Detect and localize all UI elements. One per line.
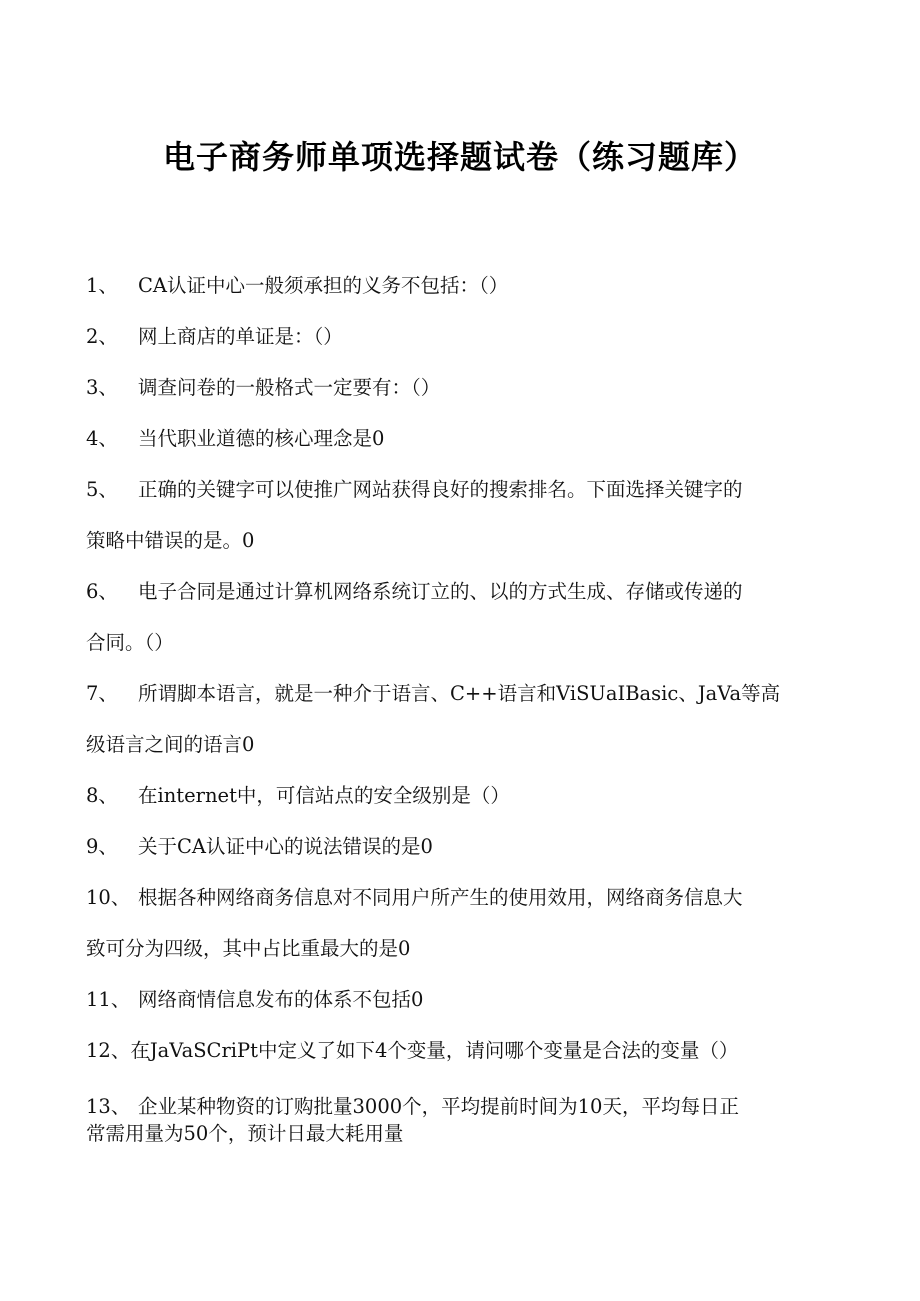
question-7: [86, 668, 826, 770]
question-text-continued: 策略中错误的是。0: [86, 529, 255, 552]
question-number: 11、: [86, 988, 131, 1011]
question-2: [86, 311, 826, 362]
question-11: [86, 974, 826, 1025]
question-text: 当代职业道德的核心理念是0: [138, 427, 385, 450]
question-text-continued: 致可分为四级，其中占比重最大的是0: [86, 937, 411, 960]
question-13: [86, 1093, 826, 1147]
question-text: 在internet中，可信站点的安全级别是（）: [138, 784, 510, 807]
question-4: [86, 413, 826, 464]
question-text: 根据各种网络商务信息对不同用户所产生的使用效用，网络商务信息大: [138, 886, 743, 909]
question-3: [86, 362, 826, 413]
question-number: 2、: [86, 325, 118, 348]
question-text: 在JaVaSCriPt中定义了如下4个变量，请问哪个变量是合法的变量（）: [130, 1039, 739, 1062]
question-text-continued: 常需用量为50个，预计日最大耗用量: [86, 1122, 404, 1145]
question-text: 正确的关键字可以使推广网站获得良好的搜索排名。下面选择关键字的: [138, 478, 743, 501]
question-number: 8、: [86, 784, 118, 807]
question-number: 3、: [86, 376, 118, 399]
question-5: [86, 464, 826, 566]
question-1: [86, 260, 826, 311]
question-text: 电子合同是通过计算机网络系统订立的、以的方式生成、存储或传递的: [138, 580, 743, 603]
question-number: 4、: [86, 427, 118, 450]
question-text-continued: 合同。（）: [86, 631, 174, 654]
question-12: [86, 1025, 826, 1076]
question-text: CA认证中心一般须承担的义务不包括：（）: [138, 274, 509, 297]
question-10: [86, 872, 826, 974]
question-text: 关于CA认证中心的说法错误的是0: [138, 835, 433, 858]
question-text: 网上商店的单证是：（）: [138, 325, 343, 348]
question-9: [86, 821, 826, 872]
question-text: 调查问卷的一般格式一定要有：（）: [138, 376, 441, 399]
page-title: 电子商务师单项选择题试卷（练习题库）: [162, 138, 757, 176]
question-text: 网络商情信息发布的体系不包括0: [138, 988, 424, 1011]
question-8: [86, 770, 826, 821]
question-text-continued: 级语言之间的语言0: [86, 733, 255, 756]
question-number: 1、: [86, 274, 118, 297]
question-6: [86, 566, 826, 668]
question-number: 7、: [86, 682, 118, 705]
question-number: 5、: [86, 478, 118, 501]
question-text: 所谓脚本语言，就是一种介于语言、C++语言和ViSUaIBasic、JaVa等高: [138, 682, 781, 705]
question-number: 6、: [86, 580, 118, 603]
question-text: 企业某种物资的订购批量3000个，平均提前时间为10天，平均每日正: [138, 1095, 739, 1118]
question-number: 12、: [86, 1039, 131, 1062]
question-number: 9、: [86, 835, 118, 858]
question-number: 13、: [86, 1095, 131, 1118]
question-number: 10、: [86, 886, 131, 909]
